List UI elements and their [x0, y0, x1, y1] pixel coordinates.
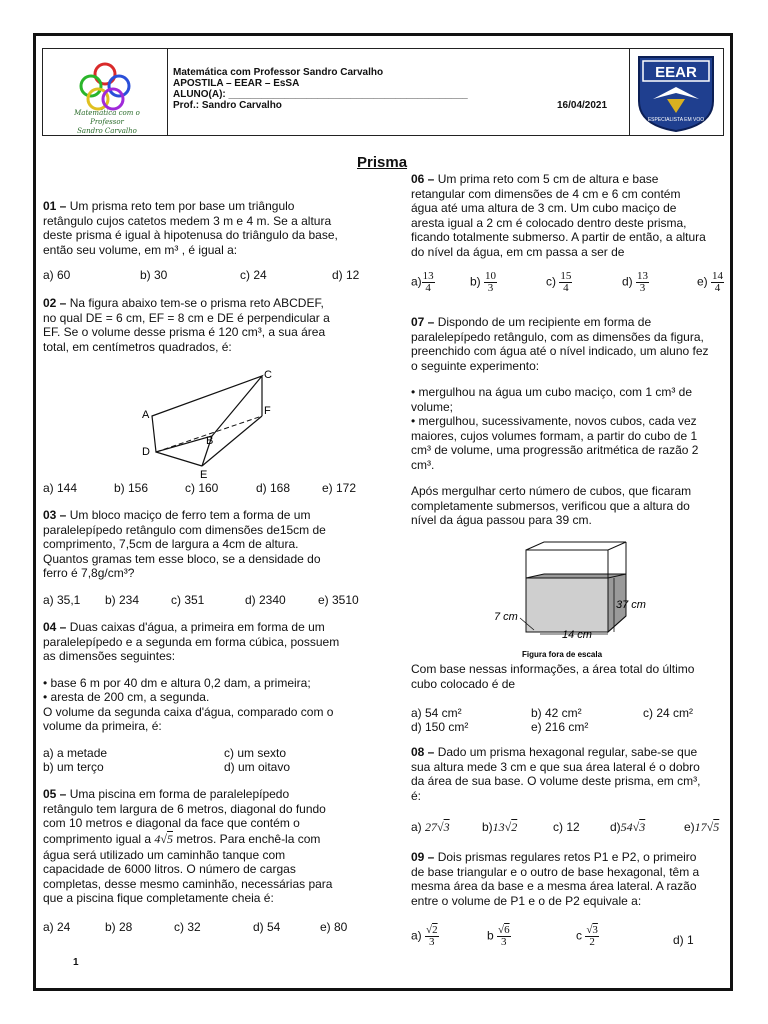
q03-option-b[interactable]: b) 234: [105, 593, 140, 607]
q07-para3: nível da água passou para 39 cm.: [411, 513, 592, 527]
question-01: [43, 199, 365, 257]
q08-line1: 08 – Dado um prisma hexagonal regular, sabe-se que: [411, 745, 698, 759]
q07-bullet2d: cm³.: [411, 457, 435, 472]
header: [42, 48, 724, 136]
q09-line3: mesma área da base e a mesma área lateral. A razão: [411, 879, 697, 893]
q09-option-a[interactable]: a) $\frac{√2}{3}$: [411, 924, 438, 948]
q09-line4: entre o volume de P1 e o de P2 equivale a:: [411, 893, 642, 908]
q07-bullet2b: maiores, cujos volumes formam, a partir do cubo de 1: [411, 428, 698, 443]
q05-option-b[interactable]: b) 28: [105, 920, 133, 934]
q05-line2: retângulo tem largura de 6 metros, diagonal do fundo: [43, 801, 326, 816]
q04-bullet2: • aresta de 200 cm, a segunda.: [43, 690, 210, 704]
q02-line4: total, em centímetros quadrados, é:: [43, 339, 232, 354]
q06-line4: aresta igual a 2 cm é colocado dentro deste prisma,: [411, 215, 687, 230]
q05-line4: comprimento igual a 4√5 metros. Para enchê-la com: [43, 831, 321, 846]
q06-line3: água até uma altura de 3 cm. Um cubo maciço de: [411, 201, 677, 215]
figure-caption: Figura fora de escala: [522, 650, 603, 659]
question-07-continued: [411, 662, 734, 691]
q08-option-a[interactable]: a) 27√3: [411, 820, 450, 834]
badge-title: EEAR: [655, 64, 697, 81]
q04-line3: as dimensões seguintes:: [43, 649, 176, 663]
q07-bullet2a: • mergulhou, sucessivamente, novos cubos, cada vez: [411, 414, 697, 428]
label-B: B: [206, 435, 214, 447]
q06-option-a[interactable]: a) $\frac{13}{4}$: [411, 270, 434, 294]
q01-line1: 01 – Um prisma reto tem por base um triângulo: [43, 199, 295, 213]
q01-option-a[interactable]: a) 60: [43, 268, 71, 282]
q03-option-c[interactable]: c) 351: [171, 593, 205, 607]
q06-option-e[interactable]: e) $\frac{14}{4}$: [697, 270, 724, 294]
q03-line5: ferro é 7,8g/cm³?: [43, 566, 135, 580]
q07-line3: preenchido com água até o nível indicado, um aluno fez: [411, 344, 709, 358]
q02-line1: 02 – Na figura abaixo tem-se o prisma reto ABCDEF,: [43, 296, 324, 310]
badge-cell: [629, 49, 723, 135]
q01-option-c[interactable]: c) 24: [240, 268, 267, 282]
q02-line3: EF. Se o volume desse prisma é 120 cm³, a sua área: [43, 325, 326, 339]
q06-line2: retangular com dimensões de 4 cm e 6 cm contém: [411, 186, 681, 201]
q07-para1: Após mergulhar certo número de cubos, que ficaram: [411, 484, 692, 498]
q05-option-c[interactable]: c) 32: [174, 920, 201, 934]
q08-option-b[interactable]: b)13√2: [482, 820, 518, 834]
q09-option-b[interactable]: b $\frac{√6}{3}$: [487, 924, 510, 948]
label-height: 37 cm: [616, 599, 646, 611]
q05-radical: 4√5: [154, 831, 173, 846]
q07-para4: Com base nessas informações, a área total do último: [411, 662, 695, 676]
q07-option-b[interactable]: b) 42 cm²: [531, 706, 582, 720]
q03-line4: Quantos gramas tem esse bloco, se a densidade do: [43, 551, 321, 566]
q07-option-d[interactable]: d) 150 cm²: [411, 720, 469, 734]
q05-option-a[interactable]: a) 24: [43, 920, 71, 934]
q04-option-b[interactable]: b) um terço: [43, 760, 104, 774]
q06-option-c[interactable]: c) $\frac{15}{4}$: [546, 270, 572, 294]
q03-option-a[interactable]: a) 35,1: [43, 593, 81, 607]
q04-option-c[interactable]: c) um sexto: [224, 746, 287, 760]
q08-line2: sua altura mede 3 cm e que sua área lateral é o dobro: [411, 759, 700, 774]
q02-option-c[interactable]: c) 160: [185, 481, 219, 495]
q04-line5: volume da primeira, é:: [43, 719, 162, 733]
q07-para5: cubo colocado é de: [411, 676, 516, 691]
label-width: 14 cm: [562, 629, 592, 641]
q03-option-e[interactable]: e) 3510: [318, 593, 359, 607]
q08-option-d[interactable]: d)54√3: [610, 820, 646, 834]
badge-motto: ESPECIALISTA EM VOO: [647, 117, 705, 123]
logo-caption-line2: Sandro Carvalho: [77, 127, 137, 135]
header-date: 16/04/2021: [557, 100, 608, 111]
header-line2: APOSTILA – EEAR – EsSA: [173, 78, 300, 89]
q01-line4: então seu volume, em m³ , é igual a:: [43, 242, 238, 257]
q06-line6: do nível da água, em cm passa a ser de: [411, 244, 625, 259]
q05-option-e[interactable]: e) 80: [320, 920, 348, 934]
q06-option-b[interactable]: b) $\frac{10}{3}$: [470, 270, 497, 294]
label-depth: 7 cm: [494, 611, 518, 623]
question-08: [411, 745, 734, 803]
q06-option-d[interactable]: d) $\frac{13}{3}$: [622, 270, 649, 294]
q08-option-c[interactable]: c) 12: [553, 820, 580, 834]
logo-cell: [43, 49, 168, 135]
q01-line3: deste prisma é igual à hipotenusa do triângulo da base,: [43, 228, 338, 242]
q01-option-d[interactable]: d) 12: [332, 268, 360, 282]
header-text-cell: [167, 49, 630, 135]
label-D: D: [142, 446, 150, 458]
question-09: [411, 850, 734, 908]
header-student-line: ALUNO(A): ___________________________________________: [173, 89, 468, 100]
question-05: [43, 787, 365, 906]
q07-para2: completamente submersos, verificou que a altura do: [411, 498, 690, 513]
page-number: 1: [73, 957, 79, 968]
q07-bullet1a: • mergulhou na água um cubo maciço, com 1 cm³ de: [411, 385, 693, 399]
label-F: F: [264, 405, 271, 417]
q08-line3: da área de sua base. O volume deste prisma, em cm³,: [411, 774, 701, 788]
q06-line1: 06 – Um prima reto com 5 cm de altura e base: [411, 172, 659, 186]
q04-option-a[interactable]: a) a metade: [43, 746, 108, 760]
q02-option-e[interactable]: e) 172: [322, 481, 357, 495]
question-06: [411, 172, 734, 259]
logo-caption: [57, 109, 157, 136]
question-02: [43, 296, 365, 354]
q09-option-d[interactable]: d) 1: [673, 933, 694, 947]
q01-line2: retângulo cujos catetos medem 3 m e 4 m. Se a altura: [43, 213, 332, 228]
container-figure: [476, 536, 666, 664]
label-C: C: [264, 369, 272, 381]
prism-figure: [130, 364, 290, 482]
q05-line6: capacidade de 6000 litros. O número de cargas: [43, 862, 296, 876]
label-A: A: [142, 409, 150, 421]
q07-option-e[interactable]: e) 216 cm²: [531, 720, 589, 734]
q04-bullet1: • base 6 m por 40 dm e altura 0,2 dam, a primeira;: [43, 675, 311, 690]
q07-line1: 07 – Dispondo de um recipiente em forma de: [411, 315, 652, 329]
question-04: [43, 620, 365, 734]
logo-caption-line1: Matemática com o Professor: [74, 109, 140, 126]
question-03: [43, 508, 365, 581]
q04-line1: 04 – Duas caixas d'água, a primeira em forma de um: [43, 620, 325, 634]
q09-line2: de base triangular e o outro de base hexagonal, têm a: [411, 864, 700, 879]
q02-option-b[interactable]: b) 156: [114, 481, 149, 495]
q02-option-d[interactable]: d) 168: [256, 481, 291, 495]
q05-line3: com 10 metros e diagonal da face que contém o: [43, 816, 300, 830]
q04-line4: O volume da segunda caixa d'água, comparado com o: [43, 704, 334, 719]
q03-line2: paralelepípedo retângulo com dimensões de15cm de: [43, 522, 326, 537]
page-title: Prisma: [357, 154, 408, 171]
header-teacher: Prof.: Sandro Carvalho: [173, 100, 282, 111]
q07-option-c[interactable]: c) 24 cm²: [643, 706, 694, 720]
q05-line5: água será utilizado um caminhão tanque com: [43, 847, 286, 862]
q01-option-b[interactable]: b) 30: [140, 268, 168, 282]
q02-option-a[interactable]: a) 144: [43, 481, 78, 495]
label-E: E: [200, 469, 208, 481]
q02-line2: no qual DE = 6 cm, EF = 8 cm e DE é perpendicular a: [43, 310, 330, 325]
q07-line2: paralelepípedo retângulo, com as dimensões da figura,: [411, 329, 704, 344]
q06-line5: ficando totalmente submerso. A partir de então, a altura: [411, 230, 706, 244]
q05-line7: completas, desse mesmo caminhão, necessárias para: [43, 876, 333, 891]
q09-option-c[interactable]: c $\frac{√3}{2}$: [576, 924, 598, 948]
q03-option-d[interactable]: d) 2340: [245, 593, 286, 607]
q03-line3: comprimento, 7,5cm de largura a 4cm de altura.: [43, 537, 299, 551]
q05-line8: que a piscina fique completamente cheia é:: [43, 891, 274, 905]
q07-line4: o seguinte experimento:: [411, 358, 540, 373]
q04-option-d[interactable]: d) um oitavo: [224, 760, 291, 774]
question-07: [411, 315, 734, 528]
q03-line1: 03 – Um bloco maciço de ferro tem a forma de um: [43, 508, 311, 522]
eear-badge-icon: [629, 49, 723, 135]
q07-bullet1b: volume;: [411, 399, 454, 414]
q09-line1: 09 – Dois prismas regulares retos P1 e P2, o primeiro: [411, 850, 697, 864]
q07-option-a[interactable]: a) 54 cm²: [411, 706, 462, 720]
q08-line4: é:: [411, 788, 422, 803]
q04-line2: paralelepípedo e a segunda em forma cúbica, possuem: [43, 634, 340, 649]
q05-option-d[interactable]: d) 54: [253, 920, 281, 934]
header-line1: Matemática com Professor Sandro Carvalho: [173, 67, 384, 78]
q08-option-e[interactable]: e)17√5: [684, 820, 720, 834]
q05-line1: 05 – Uma piscina em forma de paralelepípedo: [43, 787, 290, 801]
q07-bullet2c: cm³ de volume, uma progressão aritmética de razão 2: [411, 443, 699, 457]
